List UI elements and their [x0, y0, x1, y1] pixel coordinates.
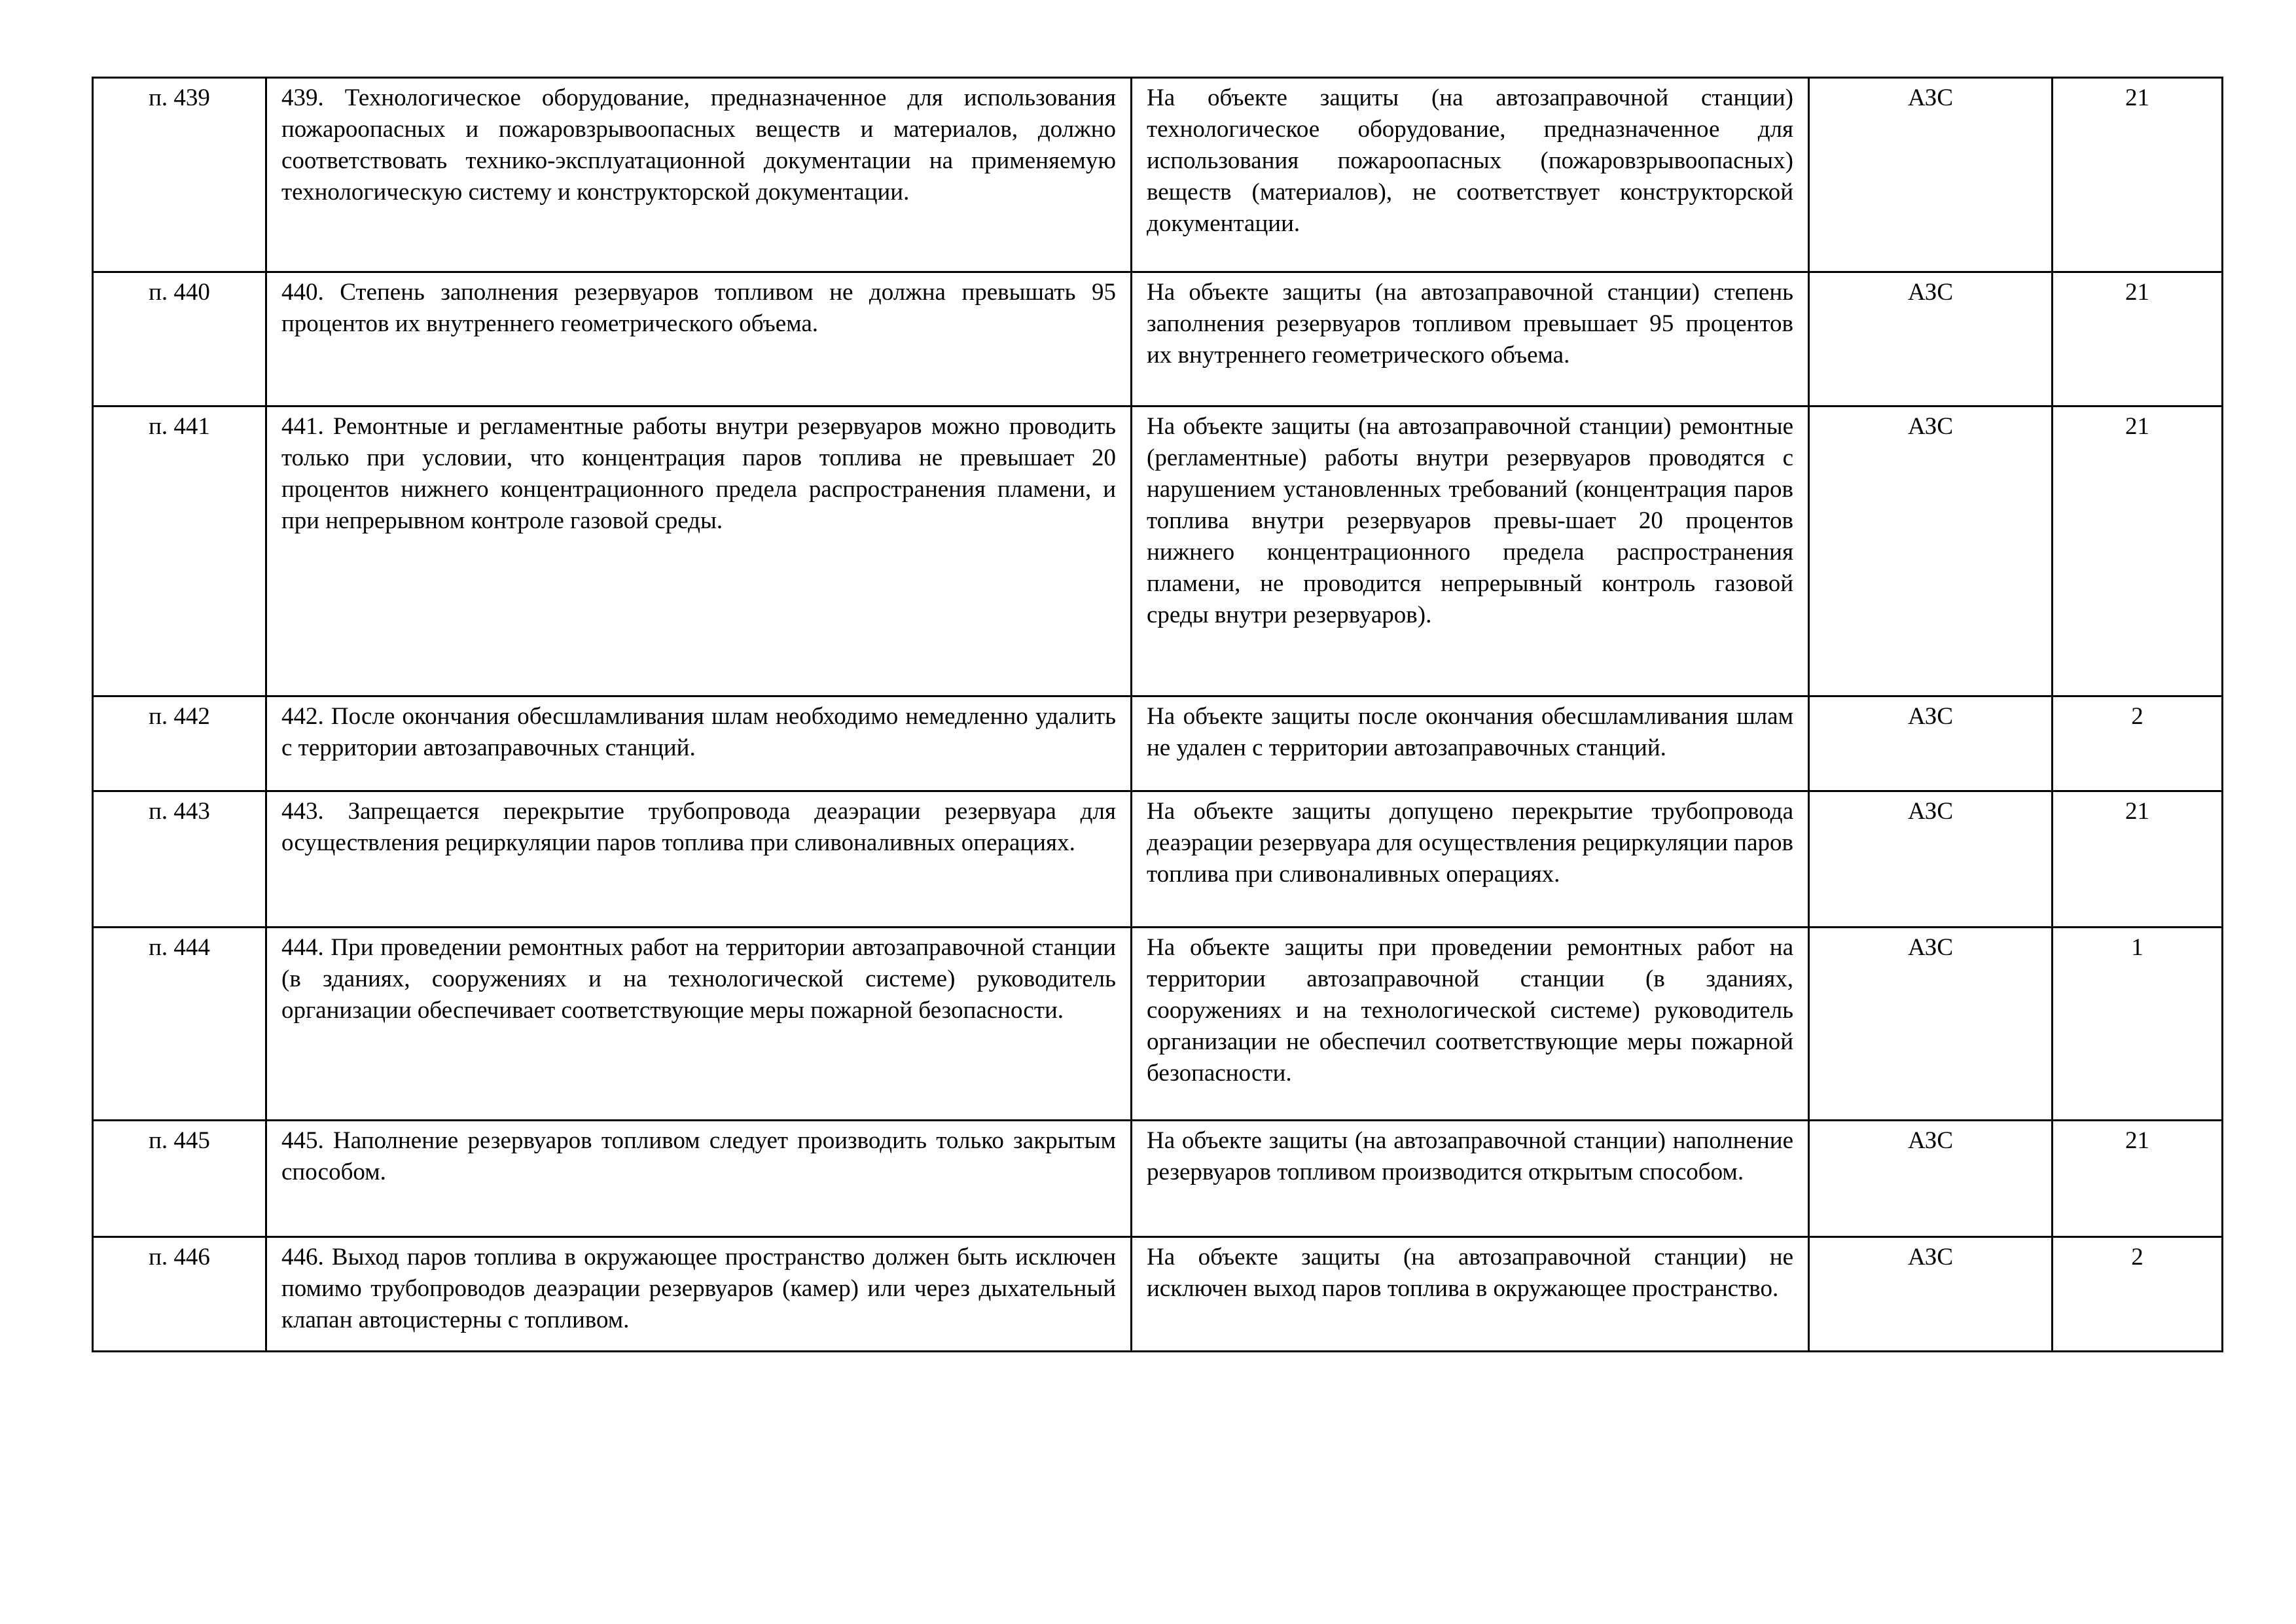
violation-text: На объекте защиты при проведении ремонтных работ на территории автозаправочной станции (в зданиях, сооружениях и на технологической системе) руководитель организации не обеспечил соответствующие меры пожарной безопасности.: [1132, 928, 1809, 1121]
requirement-text: 441. Ремонтные и регламентные работы внутри резервуаров можно проводить только при условии, что концентрация паров топлива не превышает 20 процентов нижнего концентрационного предела распространения пламени, и при непрерывном контроле газовой среды.: [266, 406, 1132, 696]
requirement-text: 445. Наполнение резервуаров топливом следует производить только закрытым способом.: [266, 1121, 1132, 1237]
category-code: 21: [2053, 791, 2223, 928]
table-row: [93, 78, 2223, 272]
category-code: 2: [2053, 696, 2223, 791]
requirement-text: 439. Технологическое оборудование, предназначенное для использования пожароопасных и пожаровзрывоопасных веществ и материалов, должно соответствовать технико-эксплуатационной документации на применяемую технологическую систему и конструкторской документации.: [266, 78, 1132, 272]
requirement-text: 444. При проведении ремонтных работ на территории автозаправочной станции (в зданиях, сооружениях и на технологической системе) руководитель организации обеспечивает соответствующие меры пожарной безопасности.: [266, 928, 1132, 1121]
clause-ref: п. 441: [93, 406, 266, 696]
object-type: АЗС: [1809, 272, 2053, 406]
requirement-text: 442. После окончания обесшламливания шлам необходимо немедленно удалить с территории автозаправочных станций.: [266, 696, 1132, 791]
table-row: [93, 272, 2223, 406]
table-row: [93, 928, 2223, 1121]
table-row: [93, 696, 2223, 791]
object-type: АЗС: [1809, 1121, 2053, 1237]
clause-ref: п. 445: [93, 1121, 266, 1237]
requirements-table: [92, 77, 2223, 1352]
category-code: 2: [2053, 1237, 2223, 1352]
clause-ref: п. 440: [93, 272, 266, 406]
table-row: [93, 791, 2223, 928]
violation-text: На объекте защиты (на автозаправочной станции) ремонтные (регламентные) работы внутри резервуаров проводятся с нарушением установленных требований (концентрация паров топлива внутри резервуаров превы-шает 20 процентов нижнего концентрационного предела распространения пламени, не проводится непрерывный контроль газовой среды внутри резервуаров).: [1132, 406, 1809, 696]
object-type: АЗС: [1809, 1237, 2053, 1352]
category-code: 21: [2053, 1121, 2223, 1237]
object-type: АЗС: [1809, 696, 2053, 791]
table-row: [93, 1237, 2223, 1352]
object-type: АЗС: [1809, 78, 2053, 272]
object-type: АЗС: [1809, 928, 2053, 1121]
violation-text: На объекте защиты (на автозаправочной станции) степень заполнения резервуаров топливом превышает 95 процентов их внутреннего геометрического объема.: [1132, 272, 1809, 406]
table-row: [93, 1121, 2223, 1237]
violation-text: На объекте защиты (на автозаправочной станции) наполнение резервуаров топливом производится открытым способом.: [1132, 1121, 1809, 1237]
object-type: АЗС: [1809, 406, 2053, 696]
category-code: 1: [2053, 928, 2223, 1121]
category-code: 21: [2053, 406, 2223, 696]
clause-ref: п. 443: [93, 791, 266, 928]
clause-ref: п. 439: [93, 78, 266, 272]
category-code: 21: [2053, 272, 2223, 406]
violation-text: На объекте защиты (на автозаправочной станции) технологическое оборудование, предназначенное для использования пожароопасных (пожаровзрывоопасных) веществ (материалов), не соответствует конструкторской документации.: [1132, 78, 1809, 272]
clause-ref: п. 446: [93, 1237, 266, 1352]
violation-text: На объекте защиты после окончания обесшламливания шлам не удален с территории автозаправочных станций.: [1132, 696, 1809, 791]
requirement-text: 440. Степень заполнения резервуаров топливом не должна превышать 95 процентов их внутреннего геометрического объема.: [266, 272, 1132, 406]
clause-ref: п. 442: [93, 696, 266, 791]
requirement-text: 446. Выход паров топлива в окружающее пространство должен быть исключен помимо трубопроводов деаэрации резервуаров (камер) или через дыхательный клапан автоцистерны с топливом.: [266, 1237, 1132, 1352]
table-row: [93, 406, 2223, 696]
category-code: 21: [2053, 78, 2223, 272]
clause-ref: п. 444: [93, 928, 266, 1121]
violation-text: На объекте защиты допущено перекрытие трубопровода деаэрации резервуара для осуществления рециркуляции паров топлива при сливоналивных операциях.: [1132, 791, 1809, 928]
violation-text: На объекте защиты (на автозаправочной станции) не исключен выход паров топлива в окружающее пространство.: [1132, 1237, 1809, 1352]
object-type: АЗС: [1809, 791, 2053, 928]
requirement-text: 443. Запрещается перекрытие трубопровода деаэрации резервуара для осуществления рециркуляции паров топлива при сливоналивных операциях.: [266, 791, 1132, 928]
